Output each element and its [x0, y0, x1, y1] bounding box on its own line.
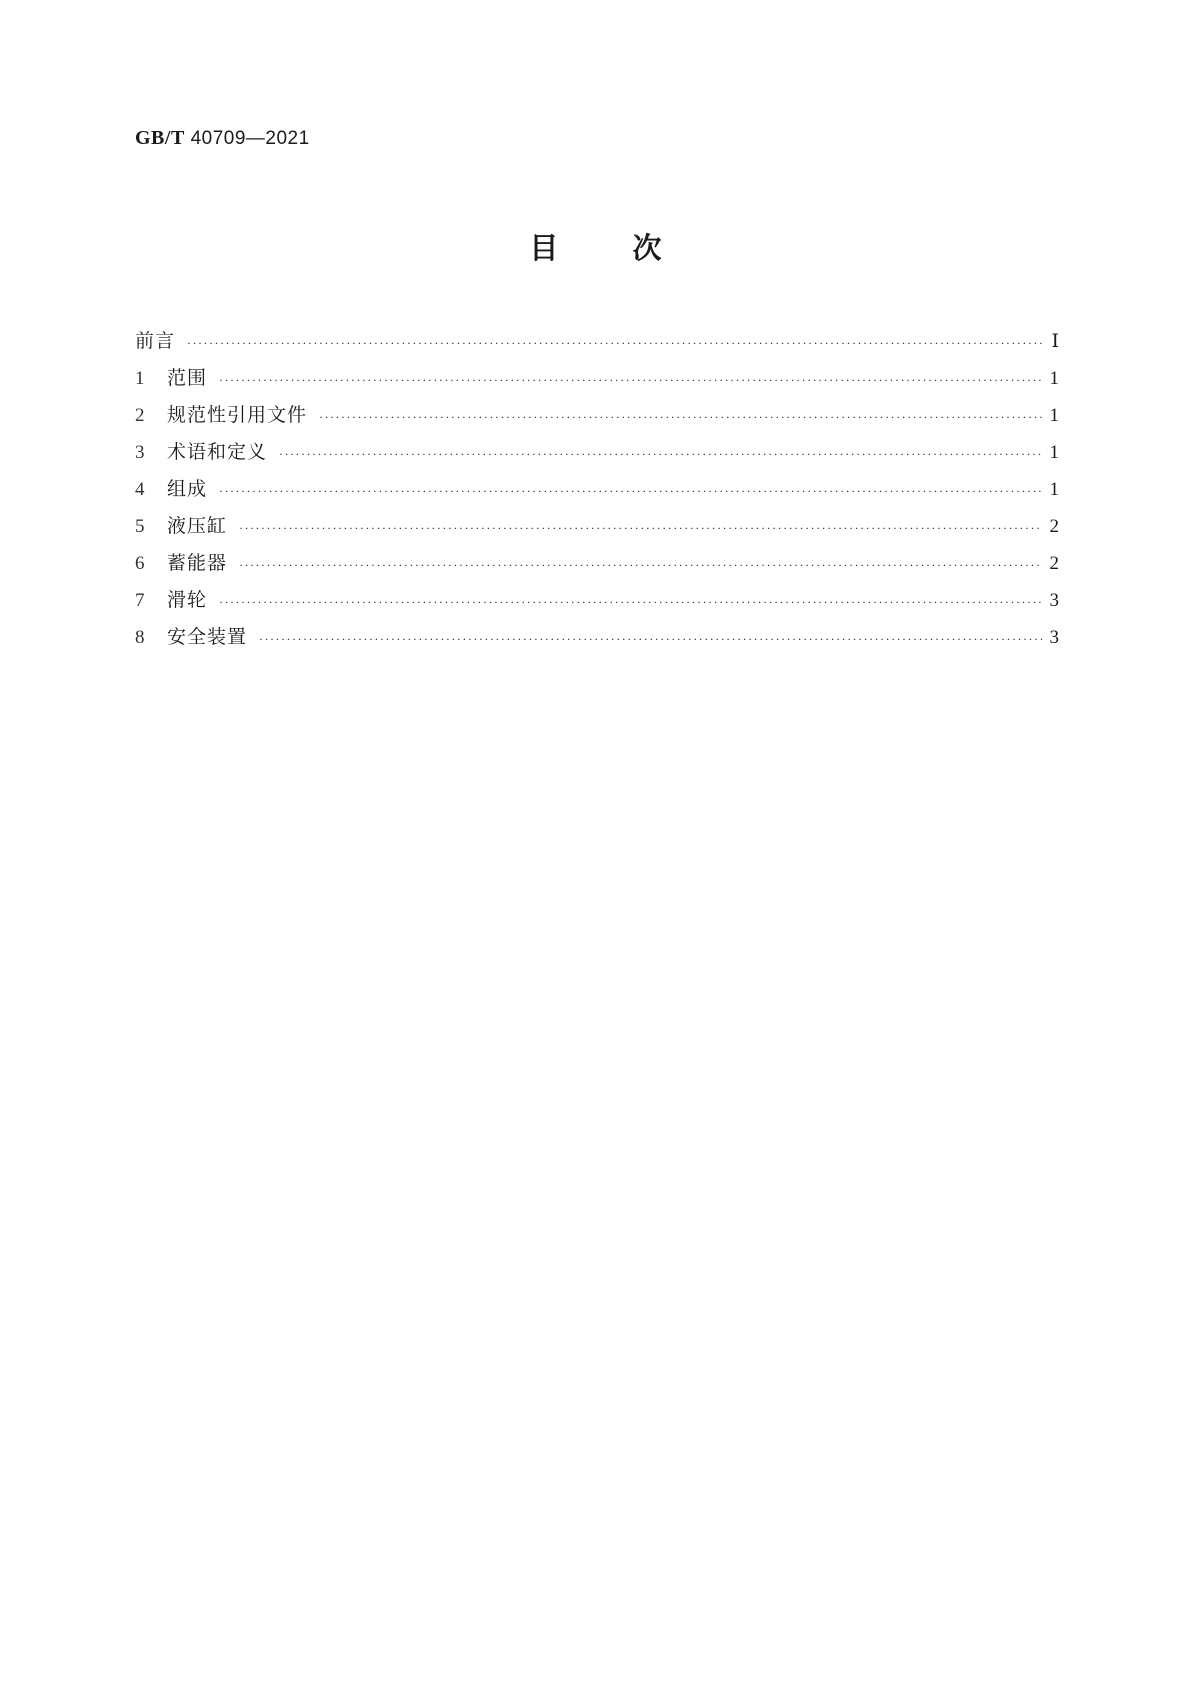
- toc-leader-dots: [239, 558, 1043, 573]
- toc-entry-page: 1: [1049, 442, 1059, 463]
- table-of-contents: [135, 326, 1059, 659]
- toc-title-part2: 次: [632, 231, 662, 265]
- toc-entry-7[interactable]: [135, 585, 1059, 622]
- toc-entry-page: 1: [1049, 368, 1059, 389]
- toc-entry-number: 5: [135, 516, 145, 537]
- toc-entry-number: 7: [135, 590, 145, 611]
- toc-entry-2[interactable]: [135, 400, 1059, 437]
- toc-entry-1[interactable]: [135, 363, 1059, 400]
- toc-leader-dots: [219, 595, 1043, 610]
- toc-entry-number: 4: [135, 479, 145, 500]
- toc-entry-page: 1: [1049, 405, 1059, 426]
- toc-title: [0, 226, 1191, 267]
- toc-entry-number: 6: [135, 553, 145, 574]
- toc-entry-number: 1: [135, 368, 145, 389]
- toc-entry-page: 1: [1049, 479, 1059, 500]
- toc-entry-page: 2: [1049, 516, 1059, 537]
- toc-entry-label: 范围: [167, 368, 208, 389]
- toc-entry-label: 蓄能器: [167, 553, 228, 574]
- standard-prefix: GB/T: [135, 127, 185, 149]
- toc-entry-page: 3: [1049, 627, 1059, 648]
- toc-entry-label: 安全装置: [167, 627, 248, 648]
- toc-entry-label: 滑轮: [167, 590, 208, 611]
- toc-leader-dots: [279, 447, 1043, 462]
- toc-leader-dots: [187, 336, 1043, 351]
- toc-entry-4[interactable]: [135, 474, 1059, 511]
- toc-entry-foreword[interactable]: [135, 326, 1059, 363]
- toc-entry-number: 3: [135, 442, 145, 463]
- toc-leader-dots: [259, 632, 1043, 647]
- toc-entry-number: 8: [135, 627, 145, 648]
- toc-entry-page: 3: [1049, 590, 1059, 611]
- toc-entry-5[interactable]: [135, 511, 1059, 548]
- toc-entry-label: 规范性引用文件: [167, 405, 308, 426]
- toc-entry-label: 组成: [167, 479, 208, 500]
- toc-entry-label: 液压缸: [167, 516, 228, 537]
- toc-entry-page: Ⅰ: [1051, 331, 1059, 352]
- toc-leader-dots: [239, 521, 1043, 536]
- toc-entry-8[interactable]: [135, 622, 1059, 659]
- toc-leader-dots: [219, 484, 1043, 499]
- toc-entry-label: 前言: [135, 331, 176, 352]
- standard-number: [135, 127, 310, 150]
- toc-entry-label: 术语和定义: [167, 442, 268, 463]
- toc-entry-3[interactable]: [135, 437, 1059, 474]
- toc-entry-6[interactable]: [135, 548, 1059, 585]
- toc-leader-dots: [319, 410, 1043, 425]
- toc-entry-page: 2: [1049, 553, 1059, 574]
- toc-title-part1: 目: [529, 231, 559, 265]
- toc-leader-dots: [219, 373, 1043, 388]
- toc-entry-number: 2: [135, 405, 145, 426]
- standard-code: 40709—2021: [190, 128, 310, 149]
